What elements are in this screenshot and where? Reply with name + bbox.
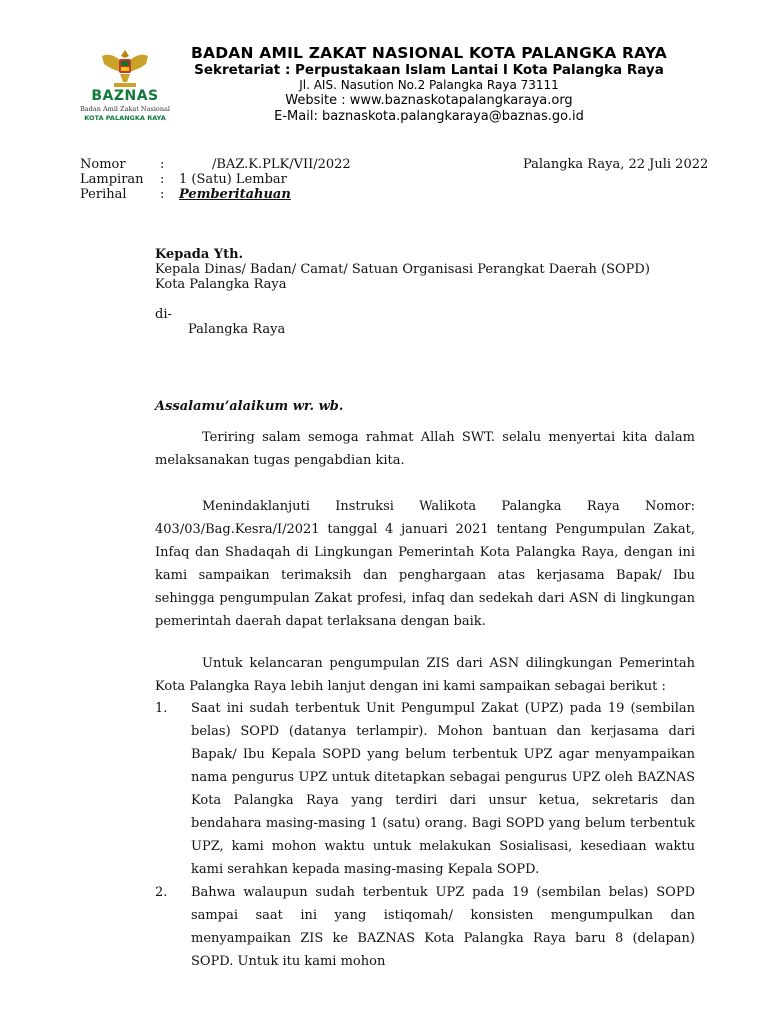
paragraph-1-wrap xyxy=(155,426,695,472)
baznas-logo xyxy=(70,46,180,122)
paragraph-1: Teriring salam semoga rahmat Allah SWT. selalu menyertai kita dalam melaksanakan tugas pengabdian kita. xyxy=(155,430,695,468)
list-item-number: 1. xyxy=(155,701,168,716)
website: Website : www.baznaskotapalangkaraya.org xyxy=(285,93,573,108)
list-item-text: Bahwa walaupun sudah terbentuk UPZ pada 19 (sembilan belas) SOPD sampai saat ini yang istiqomah/ konsisten mengumpulkan dan menyampaikan ZIS ke BAZNAS Kota Palangka Raya baru 8 (delapan) SOPD. Untuk itu kami mohon xyxy=(191,885,695,969)
email: E-Mail: baznaskota.palangkaraya@baznas.go.id xyxy=(274,109,584,124)
numbered-list xyxy=(155,697,695,973)
street-address: Jl. AIS. Nasution No.2 Palangka Raya 73111 xyxy=(299,78,559,92)
logo-name: BAZNAS xyxy=(91,88,159,104)
list-item xyxy=(155,881,695,973)
paragraph-3: Untuk kelancaran pengumpulan ZIS dari ASN dilingkungan Pemerintah Kota Palangka Raya lebih lanjut dengan ini kami sampaikan sebagai berikut : xyxy=(155,656,695,694)
logo-city: KOTA PALANGKA RAYA xyxy=(84,114,166,122)
recipient-salutation: Kepada Yth. xyxy=(155,247,244,262)
paragraph-2-wrap xyxy=(155,495,695,633)
lampiran-colon: : xyxy=(160,172,165,187)
recipient-line-2: Kota Palangka Raya xyxy=(155,277,287,292)
paragraph-3-wrap xyxy=(155,652,695,698)
perihal-label: Perihal xyxy=(80,187,127,202)
logo-subtitle: Badan Amil Zakat Nasional xyxy=(80,105,170,113)
list-item-text: Saat ini sudah terbentuk Unit Pengumpul Zakat (UPZ) pada 19 (sembilan belas) SOPD (datanya terlampir). Mohon bantuan dan kerjasama dari Bapak/ Ibu Kepala SOPD yang belum terbentuk UPZ agar menyampaikan nama pengurus UPZ untuk ditetapkan sebagai pengurus UPZ oleh BAZNAS Kota Palangka Raya yang terdiri dari unsur ketua, sekretaris dan bendahara masing-masing 1 (satu) orang. Bagi SOPD yang belum terbentuk UPZ, kami mohon waktu untuk melakukan Sosialisasi, kesediaan waktu kami serahkan kepada masing-masing Kepala SOPD. xyxy=(191,701,695,877)
recipient-di: di- xyxy=(155,307,172,322)
list-item xyxy=(155,697,695,881)
list-item-number: 2. xyxy=(155,885,168,900)
perihal-value: Pemberitahuan xyxy=(179,187,291,202)
greeting: Assalamu’alaikum wr. wb. xyxy=(155,399,344,414)
garuda-emblem-icon xyxy=(100,46,150,88)
letter-date: Palangka Raya, 22 Juli 2022 xyxy=(523,157,709,172)
nomor-colon: : xyxy=(160,157,165,172)
paragraph-2: Menindaklanjuti Instruksi Walikota Palangka Raya Nomor: 403/03/Bag.Kesra/I/2021 tanggal 4 januari 2021 tentang Pengumpulan Zakat, Infaq dan Shadaqah di Lingkungan Pemerintah Kota Palangka Raya, dengan ini kami sampaikan terimaksih dan penghargaan atas kerjasama Bapak/ Ibu sehingga pengumpulan Zakat profesi, infaq dan sedekah dari ASN di lingkungan pemerintah daerah dapat terlaksana dengan baik. xyxy=(155,499,695,629)
perihal-colon: : xyxy=(160,187,165,202)
org-name: BADAN AMIL ZAKAT NASIONAL KOTA PALANGKA RAYA xyxy=(191,44,667,62)
recipient-block xyxy=(155,247,650,337)
secretariat: Sekretariat : Perpustakaan Islam Lantai I Kota Palangka Raya xyxy=(194,62,664,78)
nomor-label: Nomor xyxy=(80,157,126,172)
nomor-value: /BAZ.K.PLK/VII/2022 xyxy=(212,157,351,172)
lampiran-value: 1 (Satu) Lembar xyxy=(179,172,287,187)
lampiran-label: Lampiran xyxy=(80,172,144,187)
recipient-place: Palangka Raya xyxy=(188,322,286,337)
recipient-line-1: Kepala Dinas/ Badan/ Camat/ Satuan Organisasi Perangkat Daerah (SOPD) xyxy=(155,262,650,277)
letterhead xyxy=(168,44,690,125)
